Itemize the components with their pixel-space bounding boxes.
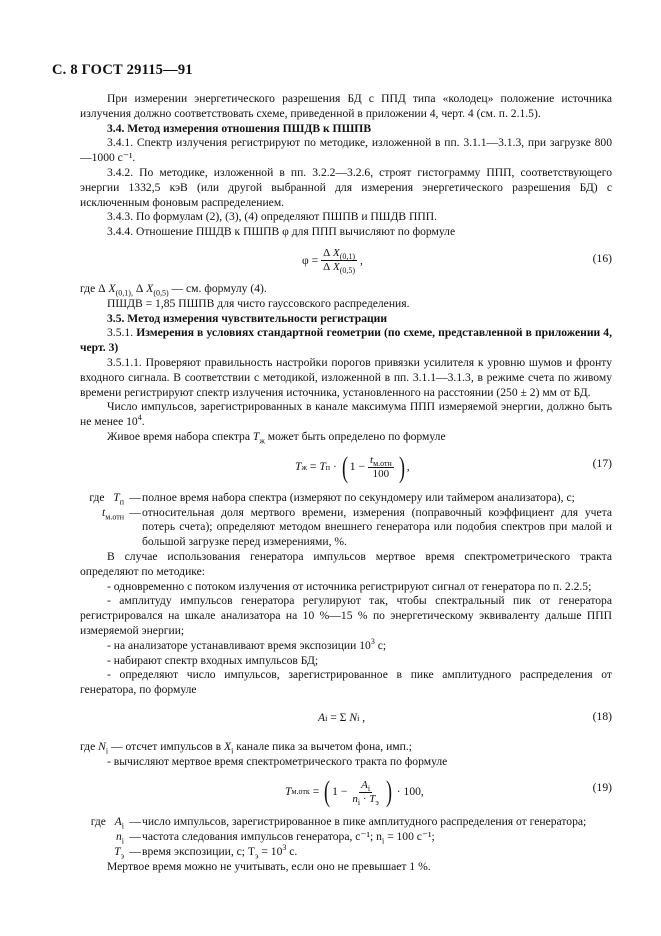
formula-17-number: (17)	[592, 456, 612, 470]
formula-17: T ж = T п · ( 1 − $\frac{t_{м.отн}}{100}$ ) , (17)	[295, 450, 612, 484]
intro-paragraph: При измерении энергетического разрешения БД с ППД типа «колодец» положение источника излучения должно соответствовать схеме, приведенной в приложении 4, черт. 4 (см. п. 2.1.5).	[80, 92, 612, 120]
formula-16-number: (16)	[592, 251, 612, 265]
paragraph-pulse-count: Число импульсов, зарегистрированных в канале максимума ППП измеряемой энергии, должно быть не менее $10^4$.	[80, 400, 612, 429]
paragraph-live-time: Живое время набора спектра $T_ж$ может быть определено по формуле	[107, 429, 446, 446]
paragraph-3-4-1: 3.4.1. Спектр излучения регистрируют по методике, изложенной в пп. 3.1.1—3.1.3, при загрузке 800—1000 с⁻¹.	[80, 136, 612, 165]
generator-step-3: - на анализаторе устанавливают время экспозиции $10^3$ с;	[107, 636, 387, 652]
formula-19-def-3: $T_э$ — время экспозиции, с; $T_э = 10^3$ с.	[114, 843, 298, 861]
paragraph-3-4-3: 3.4.3. По формулам (2), (3), (4) определяют ПШПВ и ПШДВ ППП.	[107, 210, 438, 224]
formula-18-number: (18)	[592, 709, 612, 723]
formula-19-def-1: где $A_i$ — число импульсов, зарегистрированное в пике амплитудного распределения от генератора;	[90, 815, 587, 831]
paragraph-3-5-1-1: 3.5.1.1. Проверяют правильность настройки порогов привязки усилителя к уровню шумов и фронту входного сигнала. В соответствии с методикой, изложенной в пп. 3.1.1—3.1.3, в режиме счета по живому времени регистрируют спектр излучения источника, установленного на расстоянии (250 ± 2) мм от БД.	[80, 355, 612, 399]
formula-17-def-2: $t_{м.отн}$ — относительная доля мертвого времени, измерения (поправочный коэффициент для учета потерь счета); определяют методом внешнего генератора или подобия спектров при малой и большой загрузке перед измерениями, %.	[102, 505, 612, 549]
formula-16: φ = $\frac{\Delta X_{(0,1)}}{\Delta X_{(0,5)}}$ , (16)	[302, 247, 612, 276]
paragraph-3-5-1: 3.5.1. Измерения в условиях стандартной геометрии (по схеме, представленной в приложении 4, черт. 3)	[80, 326, 612, 355]
page-body	[80, 92, 612, 875]
formula-16-fraction: $\frac{\Delta X_{(0,1)}}{\Delta X_{(0,5)}}$	[323, 247, 356, 276]
formula-17-def-1: где $T_п$ — полное время набора спектра (измеряют по секундомеру или таймером анализатора), с;	[89, 490, 575, 507]
formula-19-number: (19)	[592, 781, 612, 795]
generator-step-2: - амплитуду импульсов генератора регулируют так, чтобы спектральный пик от генератора регистрировался на шкале анализатора на 10 %—15 % по энергетическому эквиваленту дальше ППП измеряемой энергии;	[80, 594, 612, 637]
generator-intro: В случае использования генератора импульсов мертвое время спектрометрического тракта определяют по методике:	[80, 549, 612, 578]
section-3-5-title: 3.5. Метод измерения чувствительности регистрации	[107, 311, 388, 325]
generator-step-4: - набирают спектр входных импульсов БД;	[107, 653, 319, 667]
formula-16-lhs: φ	[302, 253, 309, 267]
generator-step-5: - определяют число импульсов, зарегистрированное в пике амплитудного распределения от генератора, по формуле	[80, 668, 612, 697]
page-header: С. 8 ГОСТ 29115—91	[52, 62, 193, 78]
formula-18: A i = Σ N i , (18)	[318, 709, 612, 725]
final-paragraph: Мертвое время можно не учитывать, если оно не превышает 1 %.	[107, 859, 431, 873]
paragraph-3-4-4: 3.4.4. Отношение ПШДВ к ПШПВ φ для ППП вычисляют по формуле	[107, 225, 456, 239]
generator-step-1: - одновременно с потоком излучения от источника регистрируют сигнал от генератора по п. 2.2.5;	[107, 579, 592, 593]
dead-time-step: - вычисляют мертвое время спектрометрического тракта по формуле	[107, 754, 448, 768]
fwhm-relation: ПШДВ = 1,85 ПШПВ для чисто гауссовского распределения.	[107, 296, 410, 310]
formula-18-where: где $N_i$ — отсчет импульсов в $X_i$ канале пика за вычетом фона, имп.;	[80, 739, 412, 756]
formula-16-where: где Δ $X_{(0,1),}$ Δ $X_{(0,5)}$ — см. формулу (4).	[80, 281, 267, 298]
formula-19-def-2: $n_i$ — частота следования импульсов генератора, с⁻¹; $n_i = 100$ с⁻¹;	[115, 830, 435, 846]
section-3-4-title: 3.4. Метод измерения отношения ПШДВ к ПШПВ	[107, 121, 372, 135]
formula-19: T м.отк = ( 1 − $\frac{A_i}{n_i \cdot T_э}$ ) · 100, (19)	[285, 775, 612, 809]
paragraph-3-4-2: 3.4.2. По методике, изложенной в пп. 3.2.2—3.2.6, строят гистограмму ППП, соответствующего энергии 1332,5 кэВ (или другой выбранной для измерения энергетического разрешения БД) с исключенным фоновым распределением.	[80, 165, 612, 209]
